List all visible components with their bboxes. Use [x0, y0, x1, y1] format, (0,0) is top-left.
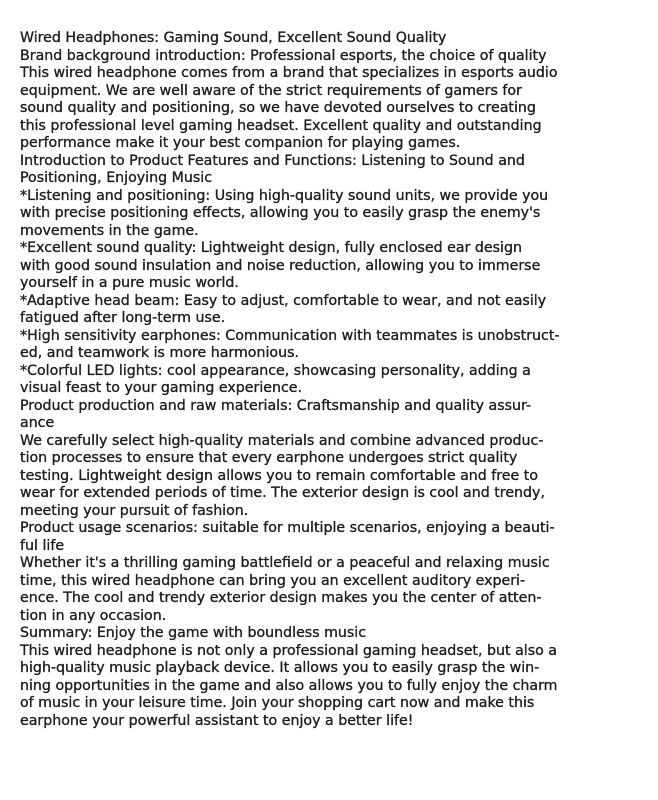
features-heading: Positioning, Enjoying Music [20, 170, 212, 186]
materials-heading: ance [20, 415, 55, 431]
materials-text: We carefully select high-quality materials and combine advanced produc- [20, 432, 544, 449]
summary-text: earphone your powerful assistant to enjoy a better life! [20, 712, 414, 729]
features-heading: Introduction to Product Features and Functions: Listening to Sound and [20, 152, 525, 169]
feature-sensitivity: *High sensitivity earphones: Communication with teammates is unobstruct- [20, 327, 560, 344]
feature-led-lights: *Colorful LED lights: cool appearance, showcasing personality, adding a [20, 362, 531, 379]
summary-text: ning opportunities in the game and also allows you to fully enjoy the charm [20, 677, 558, 694]
feature-sensitivity: ed, and teamwork is more harmonious. [20, 345, 299, 361]
usage-heading: Product usage scenarios: suitable for multiple scenarios, enjoying a beauti- [20, 520, 555, 536]
feature-led-lights: visual feast to your gaming experience. [20, 380, 303, 396]
brand-background-text: equipment. We are well aware of the strict requirements of gamers for [20, 82, 522, 99]
summary-text: of music in your leisure time. Join your shopping cart now and make this [20, 695, 535, 711]
materials-text: testing. Lightweight design allows you to remain comfortable and free to [20, 467, 539, 484]
materials-text: wear for extended periods of time. The exterior design is cool and trendy, [20, 485, 545, 501]
materials-text: tion processes to ensure that every earphone undergoes strict quality [20, 450, 518, 466]
summary-heading: Summary: Enjoy the game with boundless music [20, 625, 367, 641]
feature-listening-positioning: movements in the game. [20, 222, 199, 239]
summary-text: This wired headphone is not only a professional gaming headset, but also a [20, 642, 557, 659]
usage-text: tion in any occasion. [20, 607, 167, 624]
usage-text: ence. The cool and trendy exterior design makes you the center of atten- [20, 590, 542, 606]
brand-background-text: performance make it your best companion for playing games. [20, 135, 461, 151]
feature-listening-positioning: with precise positioning effects, allowing you to easily grasp the enemy's [20, 205, 541, 221]
summary-text: high-quality music playback device. It allows you to easily grasp the win- [20, 660, 540, 676]
usage-heading: ful life [20, 537, 65, 554]
brand-background-text: sound quality and positioning, so we have devoted ourselves to creating [20, 100, 536, 116]
brand-background-text: this professional level gaming headset. Excellent quality and outstanding [20, 117, 542, 134]
materials-heading: Product production and raw materials: Craftsmanship and quality assur- [20, 397, 532, 414]
feature-head-beam: *Adaptive head beam: Easy to adjust, comfortable to wear, and not easily [20, 292, 547, 309]
feature-listening-positioning: *Listening and positioning: Using high-quality sound units, we provide you [20, 187, 549, 204]
feature-sound-quality: with good sound insulation and noise reduction, allowing you to immerse [20, 257, 541, 274]
feature-sound-quality: *Excellent sound quality: Lightweight design, fully enclosed ear design [20, 240, 522, 256]
brand-background-text: This wired headphone comes from a brand that specializes in esports audio [20, 65, 558, 81]
brand-background-heading: Brand background introduction: Professional esports, the choice of quality [20, 47, 547, 64]
materials-text: meeting your pursuit of fashion. [20, 502, 249, 519]
feature-head-beam: fatigued after long-term use. [20, 310, 226, 326]
feature-sound-quality: yourself in a pure music world. [20, 275, 239, 291]
document-title: Wired Headphones: Gaming Sound, Excellent Sound Quality [20, 30, 447, 46]
usage-text: time, this wired headphone can bring you an excellent auditory experi- [20, 572, 526, 589]
product-description [20, 30, 640, 730]
usage-text: Whether it's a thrilling gaming battlefield or a peaceful and relaxing music [20, 555, 550, 571]
